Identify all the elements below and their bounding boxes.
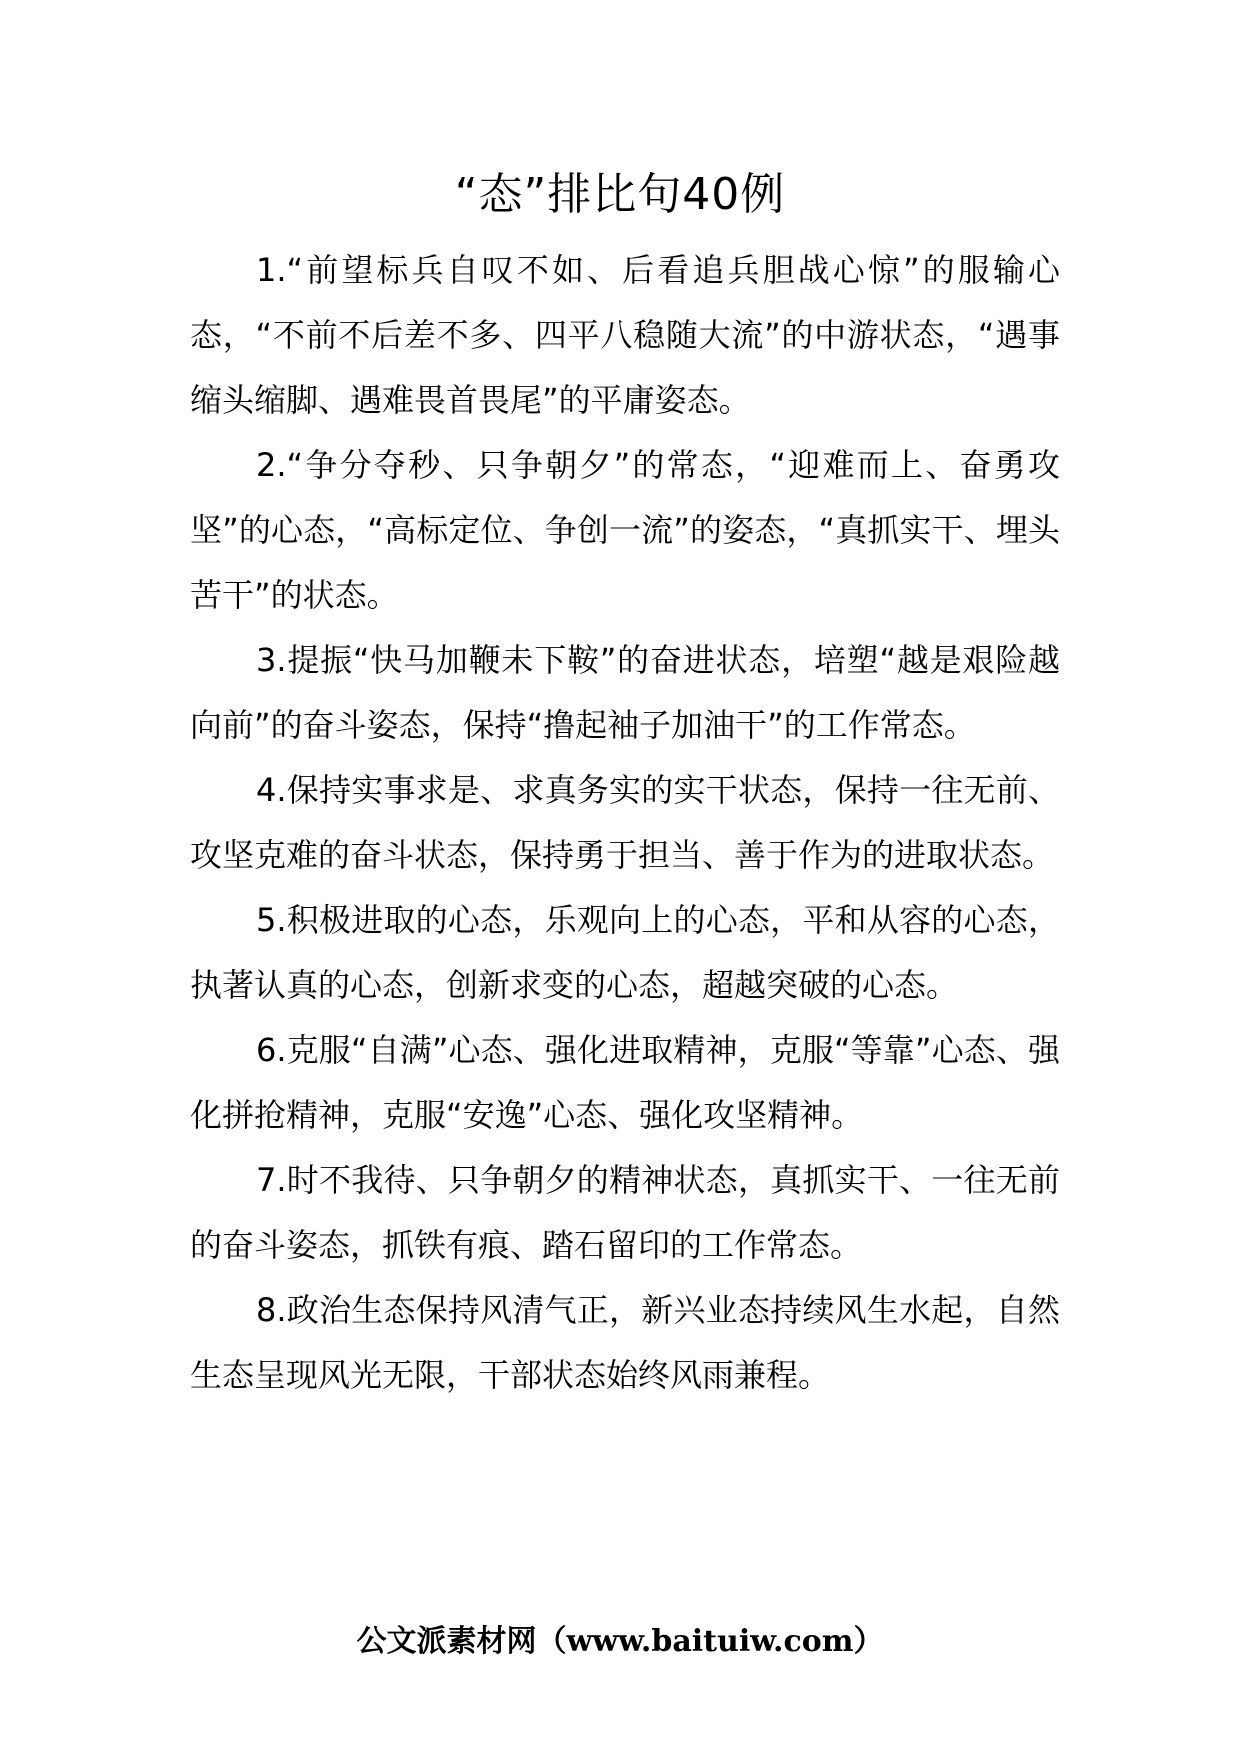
source-footer: 公文派素材网（www.baituiw.com）	[356, 1624, 884, 1659]
paragraph-2: 2.“争分夺秒、只争朝夕”的常态，“迎难而上、奋勇攻坚”的心态，“高标定位、争创一流”的姿态，“真抓实干、埋头苦干”的状态。	[190, 446, 1060, 614]
paragraph-6: 6.克服“自满”心态、强化进取精神，克服“等靠”心态、强化拼抢精神，克服“安逸”心态、强化攻坚精神。	[190, 1031, 1060, 1134]
paragraph-8: 8.政治生态保持风清气正，新兴业态持续风生水起，自然生态呈现风光无限，干部状态始终风雨兼程。	[190, 1291, 1060, 1394]
paragraph-7: 7.时不我待、只争朝夕的精神状态，真抓实干、一往无前的奋斗姿态，抓铁有痕、踏石留印的工作常态。	[190, 1161, 1060, 1264]
paragraph-4: 4.保持实事求是、求真务实的实干状态，保持一往无前、攻坚克难的奋斗状态，保持勇于担当、善于作为的进取状态。	[190, 771, 1060, 874]
document-title: “态”排比句40例	[454, 169, 786, 220]
paragraph-5: 5.积极进取的心态，乐观向上的心态，平和从容的心态，执著认真的心态，创新求变的心态，超越突破的心态。	[190, 901, 1060, 1004]
paragraph-1: 1.“前望标兵自叹不如、后看追兵胆战心惊”的服输心态，“不前不后差不多、四平八稳随大流”的中游状态，“遇事缩头缩脚、遇难畏首畏尾”的平庸姿态。	[190, 251, 1060, 419]
document-body	[190, 238, 1060, 1408]
paragraph-3: 3.提振“快马加鞭未下鞍”的奋进状态，培塑“越是艰险越向前”的奋斗姿态，保持“撸起袖子加油干”的工作常态。	[190, 641, 1060, 744]
